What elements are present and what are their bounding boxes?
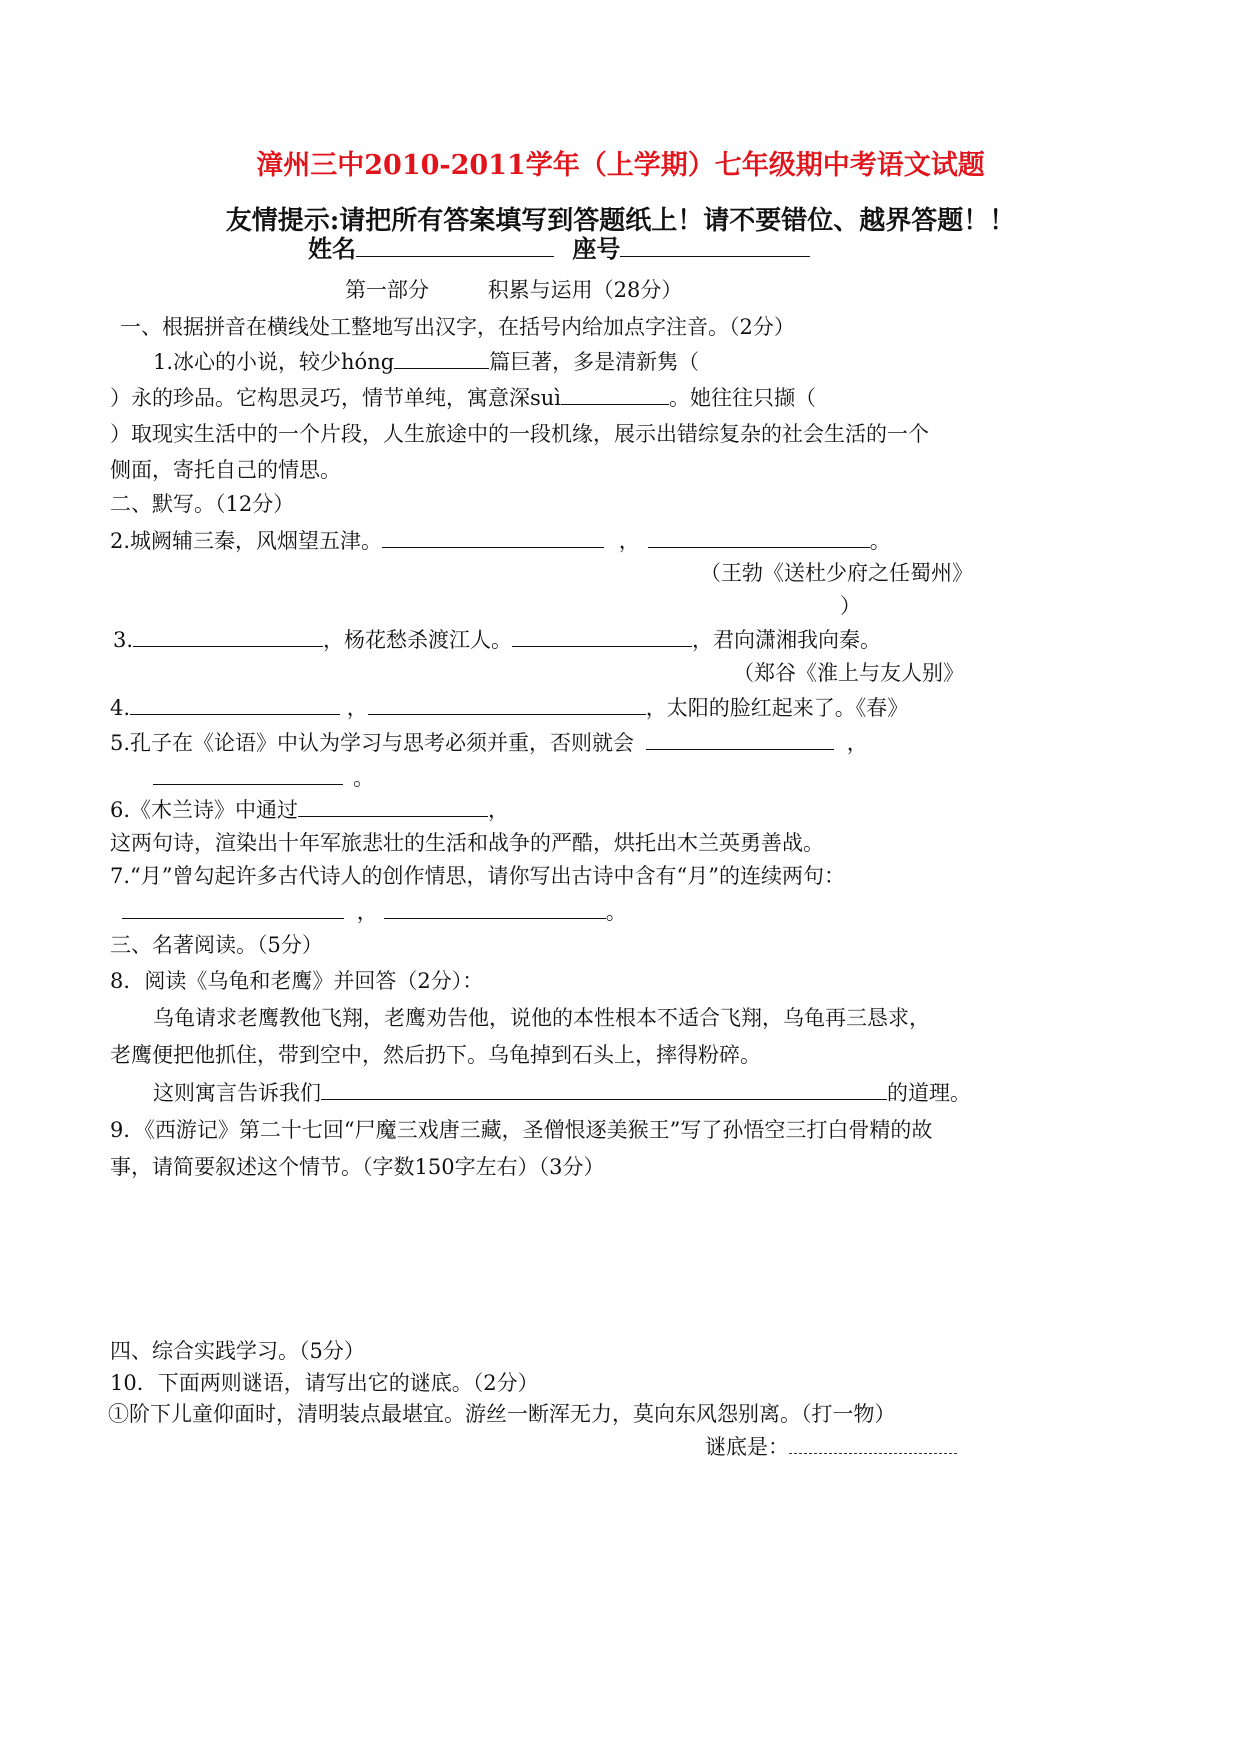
q8-heading: 8．阅读《乌龟和老鹰》并回答（2分）：	[110, 969, 484, 993]
q1-line3: ）取现实生活中的一个片段，人生旅途中的一段机缘，展示出错综复杂的社会生活的一个	[110, 422, 929, 446]
q5-end: 。	[353, 766, 374, 790]
q1-line4: 侧面，寄托自己的情思。	[110, 458, 341, 482]
q6-sep: ，	[488, 798, 510, 822]
q2-line	[110, 527, 891, 554]
q1-text-a: 1.冰心的小说，较少hóng	[153, 350, 395, 374]
q2-source: （王勃《送杜少府之任蜀州》	[700, 561, 973, 585]
q8-question	[153, 1079, 971, 1106]
q9-line1: 9．《西游记》第二十七回“尸魔三戏唐三藏，圣僧恨逐美猴王”写了孙悟空三打白骨精的故	[110, 1118, 933, 1142]
q3-num: 3.	[113, 628, 134, 652]
q8-end: 的道理。	[887, 1081, 971, 1105]
q8-passage-2: 老鹰便把他抓住，带到空中，然后扔下。乌龟掉到石头上，摔得粉碎。	[110, 1043, 761, 1067]
q9-line2: 事，请简要叙述这个情节。（字数150字左右）（3分）	[110, 1155, 605, 1179]
q6-line2: 这两句诗，渲染出十年军旅悲壮的生活和战争的严酷，烘托出木兰英勇善战。	[110, 831, 824, 855]
q1-blank-sui[interactable]	[561, 384, 669, 405]
q7-blank-1[interactable]	[122, 898, 344, 919]
q4-blank-2[interactable]	[368, 694, 646, 715]
q5-blank-1[interactable]	[646, 729, 834, 750]
q7-line2	[122, 898, 627, 925]
q2-text: 2.城阙辅三秦，风烟望五津。	[110, 529, 383, 553]
friendly-tip: 友情提示:请把所有答案填写到答题纸上！请不要错位、越界答题！！	[225, 206, 1016, 236]
exam-title: 漳州三中2010-2011学年（上学期）七年级期中考语文试题	[256, 150, 985, 181]
q5-line1	[110, 729, 868, 756]
q8-passage-1: 乌龟请求老鹰教他飞翔，老鹰劝告他，说他的本性根本不适合飞翔，乌龟再三恳求，	[153, 1006, 930, 1030]
q3-text-c: ，君向潇湘我向秦。	[692, 628, 882, 652]
q2-blank-2[interactable]	[648, 527, 870, 548]
q3-blank-1[interactable]	[133, 626, 323, 647]
name-seat-line	[308, 236, 810, 262]
q4-blank-1[interactable]	[130, 694, 340, 715]
q2-end: 。	[869, 529, 891, 553]
q1-line2	[110, 384, 816, 411]
q7-sep: ，	[356, 900, 378, 924]
name-label: 姓名	[308, 234, 356, 263]
riddle-number: ①	[108, 1402, 129, 1426]
q6-blank[interactable]	[298, 796, 488, 817]
q1-text-c: ）永的珍品。它构思灵巧，情节单纯，寓意深suì	[110, 386, 562, 410]
part1-label: 第一部分	[345, 278, 429, 302]
part1-heading	[345, 277, 682, 303]
q2-sep: ，	[618, 529, 640, 553]
q6-text: 6.《木兰诗》中通过	[110, 798, 299, 822]
q7-blank-2[interactable]	[384, 898, 606, 919]
seat-label: 座号	[572, 234, 621, 263]
q8-blank[interactable]	[321, 1079, 887, 1100]
riddle-answer-line	[705, 1433, 957, 1460]
section4-heading: 四、综合实践学习。（5分）	[110, 1339, 365, 1363]
name-blank[interactable]	[356, 236, 554, 257]
section2-heading: 二、默写。（12分）	[110, 492, 295, 516]
answer-blank[interactable]	[789, 1433, 957, 1454]
part1-title: 积累与运用（28分）	[487, 278, 683, 302]
q4-text-c: ，太阳的脸红起来了。《春》	[645, 696, 909, 720]
q7-line1: 7.“月”曾勾起许多古代诗人的创作情思，请你写出古诗中含有“月”的连续两句：	[110, 864, 845, 888]
riddle-text: 阶下儿童仰面时，清明装点最堪宜。游丝一断浑无力，莫向东风怨别离。（打一物）	[129, 1402, 896, 1426]
q10-heading: 10．下面两则谜语，请写出它的谜底。（2分）	[110, 1371, 539, 1395]
q4-sep: ，	[346, 696, 368, 720]
q4-line	[110, 694, 908, 721]
q5-text: 5.孔子在《论语》中认为学习与思考必须并重，否则就会	[110, 731, 635, 755]
q2-source-close: ）	[840, 594, 861, 618]
answer-label: 谜底是：	[705, 1435, 789, 1459]
section3-heading: 三、名著阅读。（5分）	[110, 933, 323, 957]
q5-sep: ，	[846, 731, 868, 755]
q5-line2	[153, 764, 374, 791]
q2-blank-1[interactable]	[382, 527, 604, 548]
q3-line	[113, 626, 881, 653]
q1-text-d: 。她往往只撷（	[669, 386, 817, 410]
q4-num: 4.	[110, 696, 131, 720]
q6-line1	[110, 796, 509, 823]
q3-text-b: ，杨花愁杀渡江人。	[323, 628, 513, 652]
section1-heading: 一、根据拼音在横线处工整地写出汉字，在括号内给加点字注音。（2分）	[120, 315, 795, 339]
q3-source: （郑谷《淮上与友人别》	[733, 661, 964, 685]
seat-blank[interactable]	[620, 236, 810, 257]
q5-blank-2[interactable]	[153, 764, 343, 785]
riddle-line	[108, 1401, 896, 1427]
q8-question-text: 这则寓言告诉我们	[153, 1081, 321, 1105]
q7-end: 。	[605, 900, 627, 924]
q1-blank-hong[interactable]	[394, 348, 489, 369]
q1-text-b: 篇巨著，多是清新隽（	[489, 350, 700, 374]
q3-blank-2[interactable]	[512, 626, 692, 647]
q1-line1	[153, 348, 699, 375]
